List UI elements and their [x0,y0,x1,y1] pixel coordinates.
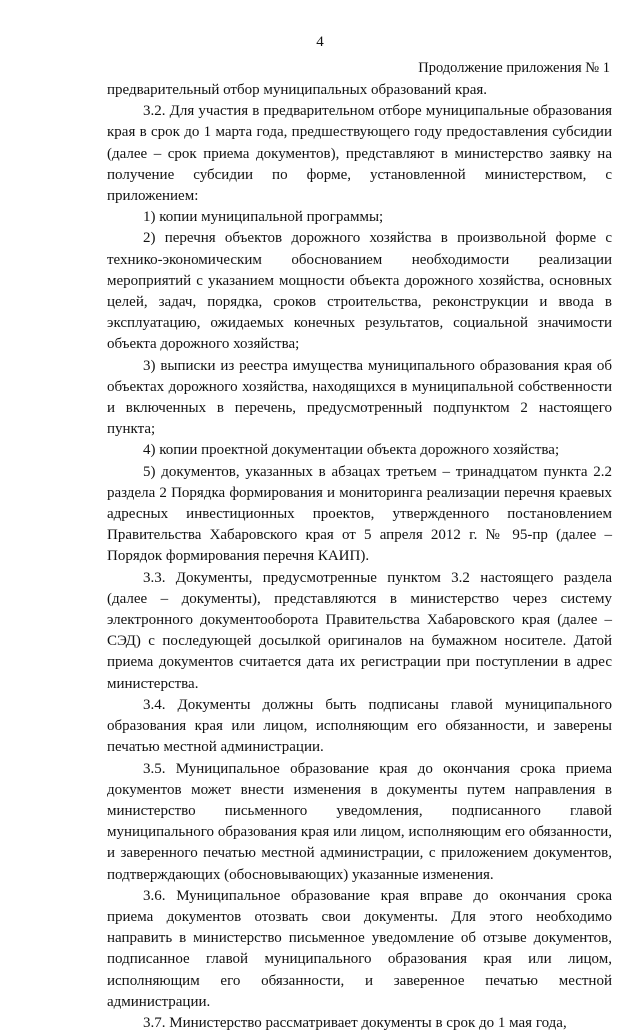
list-item-2: 2) перечня объектов дорожного хозяйства в произвольной форме с технико-экономическим обоснованием необходимости реализации мероприятий с указанием мощности объекта дорожного хозяйства, основных целей, задач, порядка, сроков строительства, реконструкции и ввода в эксплуатацию, ожидаемых конечных результатов, социальной значимости объекта дорожного хозяйства; [107,230,612,353]
list-item-3: 3) выписки из реестра имущества муниципального образования края об объектах дорожного хозяйства, находящихся в муниципальной собственности и включенных в перечень, предусмотренный подпунктом 2 настоящего пункта; [107,357,612,438]
page-number: 4 [316,34,324,50]
paragraph-3-3: 3.3. Документы, предусмотренные пунктом 3.2 настоящего раздела (далее – документы), представляются в министерство через систему электронного документооборота Правительства Хабаровского края (далее – СЭД) с последующей досылкой оригиналов на бумажном носителе. Датой приема документов считается дата их регистрации при поступлении в адрес министерства. [107,569,612,692]
paragraph-3-4: 3.4. Документы должны быть подписаны главой муниципального образования края или лицом, исполняющим его обязанности, и заверены печатью местной администрации. [107,696,612,756]
document-body [107,80,612,1034]
paragraph-3-5: 3.5. Муниципальное образование края до окончания срока приема документов может внести изменения в документы путем направления в министерство письменного уведомления, подписанного главой муниципального образования края или лицом, исполняющим его обязанности, и заверенного печатью местной администрации, с приложением документов, подтверждающих (обосновывающих) указанные изменения. [107,760,612,883]
paragraph-3-6: 3.6. Муниципальное образование края вправе до окончания срока приема документов отозвать свои документы. Для этого необходимо направить в министерство письменное уведомление об отзыве документов, подписанное главой муниципального образования края или лицом, исполняющим его обязанности, и заверенное печатью местной администрации. [107,887,612,1010]
paragraph-3-2: 3.2. Для участия в предварительном отборе муниципальные образования края в срок до 1 марта года, предшествующего году предоставления субсидии (далее – срок приема документов), представляют в министерство заявку на получение субсидии по форме, установленной министерством, с приложением: [107,103,612,205]
list-item-4: 4) копии проектной документации объекта дорожного хозяйства; [143,442,560,459]
paragraph-3-7: 3.7. Министерство рассматривает документы в срок до 1 мая года, [143,1014,567,1031]
paragraph-3-1-continuation: предварительный отбор муниципальных образований края. [107,82,488,98]
list-item-1: 1) копии муниципальной программы; [143,209,384,226]
list-item-5: 5) документов, указанных в абзацах третьем – тринадцатом пункта 2.2 раздела 2 Порядка формирования и мониторинга реализации перечня краевых адресных инвестиционных проектов, утвержденного постановлением Правительства Хабаровского края от 5 апреля 2012 г. № 95-пр (далее – Порядок формирования перечня КАИП). [107,463,612,565]
appendix-continuation-note: Продолжение приложения № 1 [418,60,610,76]
